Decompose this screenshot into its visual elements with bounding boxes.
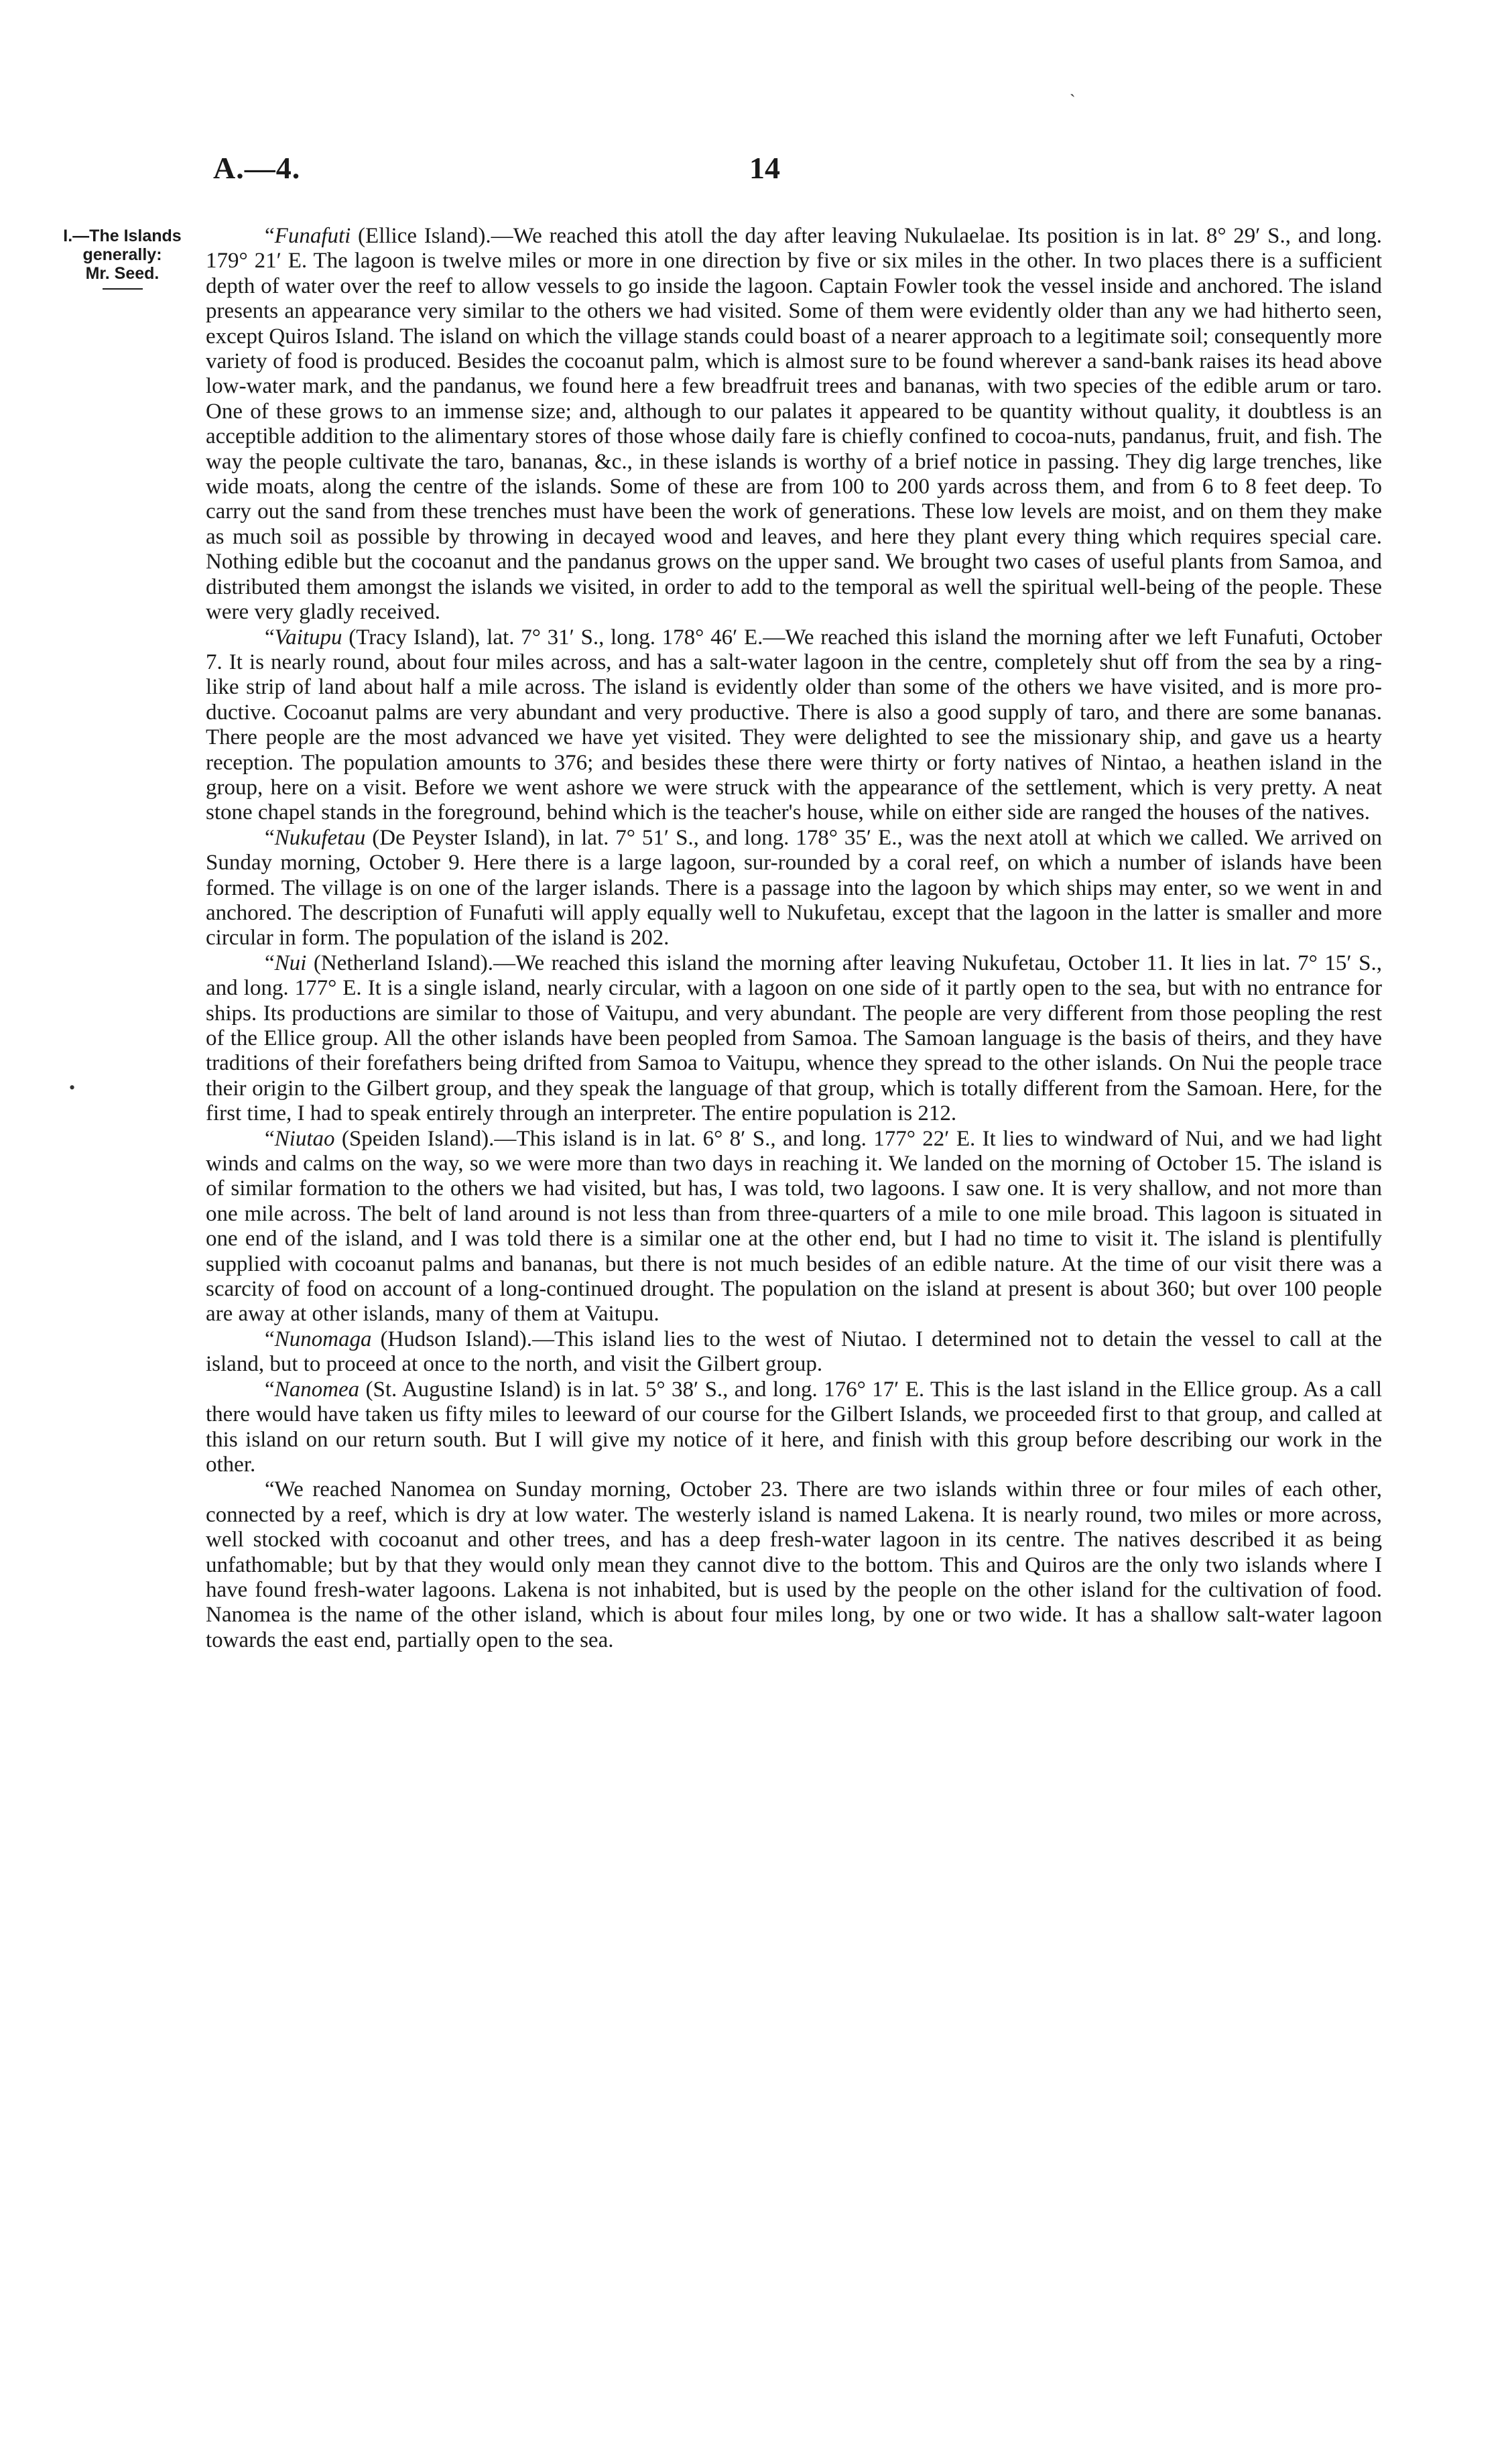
- paragraph: “Nunomaga (Hudson Island).—This island lies to the west of Niutao. I determined not to detain the vessel to call at the island, but to proceed at once to the north, and visit the Gilbert group.: [206, 1327, 1382, 1377]
- page-number: 14: [749, 151, 780, 185]
- paragraph: “We reached Nanomea on Sunday morning, October 23. There are two islands within three or four miles of each other, connected by a reef, which is dry at low water. The westerly island is named Lakena. It is nearly round, two miles or more across, well stocked with cocoanut and other trees, and has a deep fresh-water lagoon in its centre. The natives described it as being unfathomable; but by that they would only mean they cannot dive to the bottom. This and Quiros are the only two islands where I have found fresh-water lagoons. Lakena is not inhabited, but is used by the people on the other island for the cultivation of food. Nanomea is the name of the other island, which is about four miles long, by one or two wide. It has a shallow salt-water lagoon towards the east end, partially open to the sea.: [206, 1477, 1382, 1652]
- side-note: [47, 227, 198, 290]
- paragraph: “Niutao (Speiden Island).—This island is in lat. 6° 8′ S., and long. 177° 22′ E. It lies to windward of Nui, and we had light winds and calms on the way, so we were more than two days in reaching it. We landed on the morning of October 15. The island is of similar formation to the others we had visited, but has, I was told, two lagoons. I saw one. It is very shallow, and not more than one mile across. The belt of land around is not less than from three-quarters of a mile to one mile broad. This lagoon is situated in one end of the island, and I was told there is a similar one at the other end, but I had no time to visit it. The island is plentifully supplied with cocoanut palms and bananas, but there is not much besides of an edible nature. At the time of our visit there was a scarcity of food on account of a long-continued drought. The population on the island at present is about 360; but over 100 people are away at other islands, many of them at Vaitupu.: [206, 1126, 1382, 1327]
- side-note-line: Mr. Seed.: [85, 264, 160, 283]
- place-name: Nukufetau: [274, 825, 366, 850]
- body-text: [206, 224, 1382, 1653]
- paragraph: “Nui (Netherland Island).—We reached this island the morning after leaving Nukufetau, October 11. It lies in lat. 7° 15′ S., and long. 177° E. It is a single island, nearly circular, with a lagoon on one side of it partly open to the sea, but with no entrance for ships. Its productions are similar to those of Vaitupu, and very abundant. The people are very different from those peopling the rest of the Ellice group. All the other islands have been peopled from Samoa. The Samoan language is the basis of theirs, and they have traditions of their forefathers being drifted from Samoa to Vaitupu, whence they spread to the other islands. On Nui the people trace their origin to the Gilbert group, and they speak the language of that group, which is totally different from the Samoan. Here, for the first time, I had to speak entirely through an interpreter. The entire population is 212.: [206, 950, 1383, 1126]
- paragraph-text: (De Peyster Island), in lat. 7° 51′ S., and long. 178° 35′ E., was the next atoll at which we called. We arrived on Sunday morning, October 9. Here there is a large lagoon, sur-rounded by a coral reef, on which a number of islands have been formed. The village is on one of the larger islands. There is a passage into the lagoon by which ships may enter, so we went in and anchored. The description of Funafuti will apply equally well to Nukufetau, except that the lagoon in the latter is smaller and more circular in form. The population of the island is 202.: [206, 825, 1382, 950]
- paragraph-text: (St. Augustine Island) is in lat. 5° 38′ S., and long. 176° 17′ E. This is the last island in the Ellice group. As a call there would have taken us fifty miles to leeward of our course for the Gilbert Islands, we proceeded first to that group, and called at this island on our return south. But I will give my notice of it here, and finish with this group before describing our work in the other.: [206, 1377, 1382, 1477]
- place-name: Funafuti: [274, 224, 351, 248]
- paragraph-text: (Speiden Island).—This island is in lat. 6° 8′ S., and long. 177° 22′ E. It lies to windward of Nui, and we had light winds and calms on the way, so we were more than two days in reaching it. We landed on the morning of October 15. The island is of similar formation to the others we had visited, but has, I was told, two lagoons. I saw one. It is very shallow, and not more than one mile across. The belt of land around is not less than from three-quarters of a mile to one mile broad. This lagoon is situated in one end of the island, and I was told there is a similar one at the other end, but I had no time to visit it. The island is plentifully supplied with cocoanut palms and bananas, but there is not much besides of an edible nature. At the time of our visit there was a scarcity of food on account of a long-continued drought. The population on the island at present is about 360; but over 100 people are away at other islands, many of them at Vaitupu.: [206, 1126, 1382, 1327]
- place-name: Nunomaga: [274, 1327, 372, 1351]
- bullet-mark-icon: •: [69, 1078, 76, 1097]
- place-name: Nanomea: [274, 1377, 360, 1402]
- paragraph-text: We reached Nanomea on Sunday morning, October 23. There are two islands within three or four miles of each other, connected by a reef, which is dry at low water. The westerly island is named Lakena. It is nearly round, two miles or more across, well stocked with cocoanut and other trees, and has a deep fresh-water lagoon in its centre. The natives described it as being unfathomable; but by that they would only mean they cannot dive to the bottom. This and Quiros are the only two islands where I have found fresh-water lagoons. Lakena is not inhabited, but is used by the people on the other island for the cultivation of food. Nanomea is the name of the other island, which is about four miles long, by one or two wide. It has a shallow salt-water lagoon towards the east end, partially open to the sea.: [206, 1477, 1382, 1652]
- paragraph: “Nukufetau (De Peyster Island), in lat. 7° 51′ S., and long. 178° 35′ E., was the next atoll at which we called. We arrived on Sunday morning, October 9. Here there is a large lagoon, sur-rounded by a coral reef, on which a number of islands have been formed. The village is on one of the larger islands. There is a passage into the lagoon by which ships may enter, so we went in and anchored. The description of Funafuti will apply equally well to Nukufetau, except that the lagoon in the latter is smaller and more circular in form. The population of the island is 202.: [206, 825, 1382, 950]
- place-name: Nui: [274, 950, 307, 975]
- side-note-line: generally:: [82, 245, 162, 264]
- place-name: Vaitupu: [274, 625, 342, 650]
- place-name: Niutao: [274, 1126, 335, 1151]
- paragraph: “Funafuti (Ellice Island).—We reached this atoll the day after leaving Nukulaelae. Its position is in lat. 8° 29′ S., and long. 179° 21′ E. The lagoon is twelve miles or more in one direction by five or six miles in the other. In two places there is a sufficient depth of water over the reef to allow vessels to go inside the lagoon. Captain Fowler took the vessel inside and anchored. The island presents an appearance very similar to the others we had visited. Some of them were evidently older than any we had hitherto seen, except Quiros Island. The island on which the village stands could boast of a nearer approach to a legitimate soil; consequently more variety of food is produced. Besides the cocoanut palm, which is almost sure to be found wherever a sand-bank raises its head above low-water mark, and the pandanus, we found here a few breadfruit trees and bananas, with two species of the edible arum or taro. One of these grows to an immense size; and, although to our palates it appeared to be quantity without quality, it doubtless is an acceptible addition to the alimentary stores of those whose daily fare is chiefly confined to cocoa-nuts, pandanus, fruit, and fish. The way the people cultivate the taro, bananas, &c., in these islands is worthy of a brief notice in passing. They dig large trenches, like wide moats, along the centre of the islands. Some of these are from 100 to 200 yards across them, and from 6 to 8 feet deep. To carry out the sand from these trenches must have been the work of generations. These low levels are moist, and on them they make as much soil as possible by throwing in decayed wood and leaves, and here they plant every thing which requires special care. Nothing edible but the cocoanut and the pandanus grows on the upper sand. We brought two cases of useful plants from Samoa, and distributed them amongst the islands we visited, in order to add to the temporal as well the spiritual well-being of the people. These were very gladly received.: [206, 224, 1383, 625]
- paragraph-text: (Netherland Island).—We reached this island the morning after leaving Nukufetau, October 11. It lies in lat. 7° 15′ S., and long. 177° E. It is a single island, nearly circular, with a lagoon on one side of it partly open to the sea, but with no entrance for ships. Its productions are similar to those of Vaitupu, and very abundant. The people are very different from those peopling the rest of the Ellice group. All the other islands have been peopled from Samoa. The Samoan language is the basis of theirs, and they have traditions of their forefathers being drifted from Samoa to Vaitupu, whence they spread to the other islands. On Nui the people trace their origin to the Gilbert group, and they speak the language of that group, which is totally different from the Samoan. Here, for the first time, I had to speak entirely through an interpreter. The entire population is 212.: [206, 950, 1383, 1126]
- side-note-rule: [103, 288, 143, 290]
- stray-mark-icon: ˏ: [1070, 78, 1076, 97]
- page-code: A.—4.: [213, 151, 301, 185]
- paragraph-text: (Ellice Island).—We reached this atoll the day after leaving Nukulaelae. Its position is in lat. 8° 29′ S., and long. 179° 21′ E. The lagoon is twelve miles or more in one direction by five or six miles in the other. In two places there is a sufficient depth of water over the reef to allow vessels to go inside the lagoon. Captain Fowler took the vessel inside and anchored. The island presents an appearance very similar to the others we had visited. Some of them were evidently older than any we had hitherto seen, except Quiros Island. The island on which the village stands could boast of a nearer approach to a legitimate soil; consequently more variety of food is produced. Besides the cocoanut palm, which is almost sure to be found wherever a sand-bank raises its head above low-water mark, and the pandanus, we found here a few breadfruit trees and bananas, with two species of the edible arum or taro. One of these grows to an immense size; and, although to our palates it appeared to be quantity without quality, it doubtless is an acceptible addition to the alimentary stores of those whose daily fare is chiefly confined to cocoa-nuts, pandanus, fruit, and fish. The way the people cultivate the taro, bananas, &c., in these islands is worthy of a brief notice in passing. They dig large trenches, like wide moats, along the centre of the islands. Some of these are from 100 to 200 yards across them, and from 6 to 8 feet deep. To carry out the sand from these trenches must have been the work of generations. These low levels are moist, and on them they make as much soil as possible by throwing in decayed wood and leaves, and here they plant every thing which requires special care. Nothing edible but the cocoanut and the pandanus grows on the upper sand. We brought two cases of useful plants from Samoa, and distributed them amongst the islands we visited, in order to add to the temporal as well the spiritual well-being of the people. These were very gladly received.: [206, 224, 1383, 625]
- paragraph-text: (Hudson Island).—This island lies to the west of Niutao. I determined not to detain the vessel to call at the island, but to proceed at once to the north, and visit the Gilbert group.: [206, 1327, 1382, 1377]
- paragraph: “Nanomea (St. Augustine Island) is in lat. 5° 38′ S., and long. 176° 17′ E. This is the last island in the Ellice group. As a call there would have taken us fifty miles to leeward of our course for the Gilbert Islands, we proceeded first to that group, and called at this island on our return south. But I will give my notice of it here, and finish with this group before describing our work in the other.: [206, 1377, 1382, 1477]
- paragraph: “Vaitupu (Tracy Island), lat. 7° 31′ S., long. 178° 46′ E.—We reached this island the morning after we left Funafuti, October 7. It is nearly round, about four miles across, and has a salt-water lagoon in the centre, completely shut off from the sea by a ring-like strip of land about half a mile across. The island is evidently older than some of the others we have visited, and is more pro-ductive. Cocoanut palms are very abundant and very productive. There is also a good supply of taro, and there are some bananas. There people are the most advanced we have yet visited. They were delighted to see the missionary ship, and gave us a hearty reception. The population amounts to 376; and besides these there were thirty or forty natives of Nintao, a heathen island in the group, here on a visit. Before we went ashore we were struck with the appearance of the settlement, which is very pretty. A neat stone chapel stands in the foreground, behind which is the teacher's house, while on either side are ranged the houses of the natives.: [206, 625, 1383, 825]
- paragraph-text: (Tracy Island), lat. 7° 31′ S., long. 178° 46′ E.—We reached this island the morning after we left Funafuti, October 7. It is nearly round, about four miles across, and has a salt-water lagoon in the centre, completely shut off from the sea by a ring-like strip of land about half a mile across. The island is evidently older than some of the others we have visited, and is more pro-ductive. Cocoanut palms are very abundant and very productive. There is also a good supply of taro, and there are some bananas. There people are the most advanced we have yet visited. They were delighted to see the missionary ship, and gave us a hearty reception. The population amounts to 376; and besides these there were thirty or forty natives of Nintao, a heathen island in the group, here on a visit. Before we went ashore we were struck with the appearance of the settlement, which is very pretty. A neat stone chapel stands in the foreground, behind which is the teacher's house, while on either side are ranged the houses of the natives.: [206, 625, 1383, 825]
- side-note-line: I.—The Islands: [63, 227, 182, 245]
